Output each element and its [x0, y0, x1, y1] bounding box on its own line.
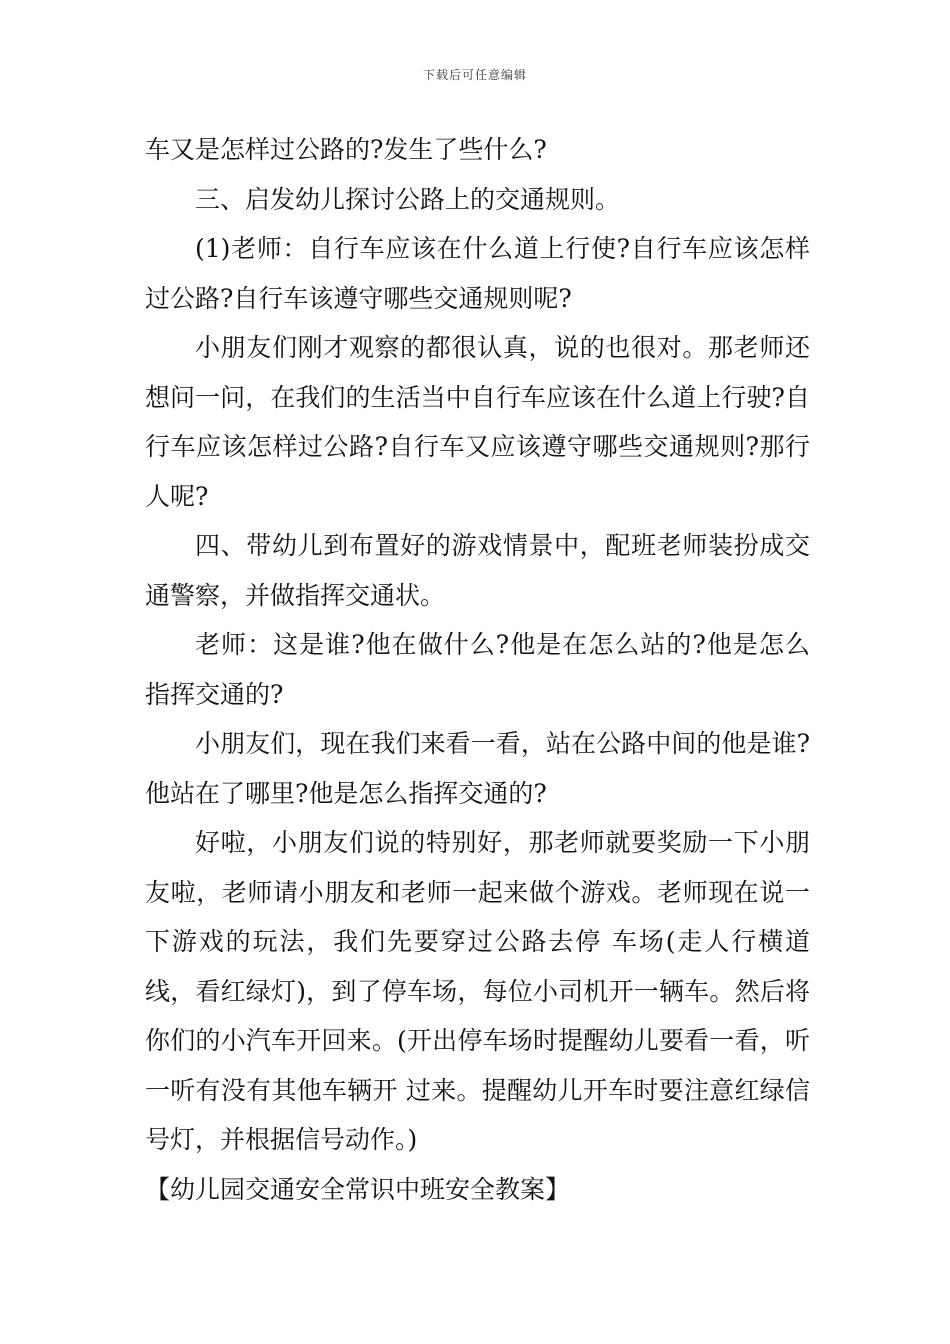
document-body: [145, 125, 810, 1214]
paragraph: 车又是怎样过公路的?发生了些什么?: [145, 135, 547, 164]
paragraph: 小朋友们，现在我们来看一看，站在公路中间的他是谁?他站在了哪里?他是怎么指挥交通的?: [145, 729, 810, 808]
paragraph: 四、带幼儿到布置好的游戏情景中，配班老师装扮成交通警察，并做指挥交通状。: [145, 531, 810, 610]
page-header-note: 下载后可任意编辑: [422, 68, 527, 82]
closing-title: 【幼儿园交通安全常识中班安全教案】: [145, 1174, 571, 1204]
paragraph: 三、启发幼儿探讨公路上的交通规则。: [195, 184, 621, 214]
paragraph: 小朋友们刚才观察的都很认真，说的也很对。那老师还想问一问，在我们的生活当中自行车应该在什么道上行驶?自行车应该怎样过公路?自行车又应该遵守哪些交通规则?那行人呢?: [145, 333, 810, 511]
paragraph: 好啦，小朋友们说的特别好，那老师就要奖励一下小朋友啦，老师请小朋友和老师一起来做个游戏。老师现在说一下游戏的玩法，我们先要穿过公路去停 车场(走人行横道线，看红绿灯)，到了停车场，每位小司机开一辆车。然后将你们的小汽车开回来。(开出停车场时提醒幼儿要看一看，听一听有没有其他车辆开 过来。提醒幼儿开车时要注意红绿信号灯，并根据信号动作。): [145, 828, 810, 1154]
paragraph: 老师：这是谁?他在做什么?他是在怎么站的?他是怎么指挥交通的?: [145, 630, 810, 709]
paragraph: (1)老师：自行车应该在什么道上行使?自行车应该怎样过公路?自行车该遵守哪些交通规则呢?: [145, 234, 810, 313]
